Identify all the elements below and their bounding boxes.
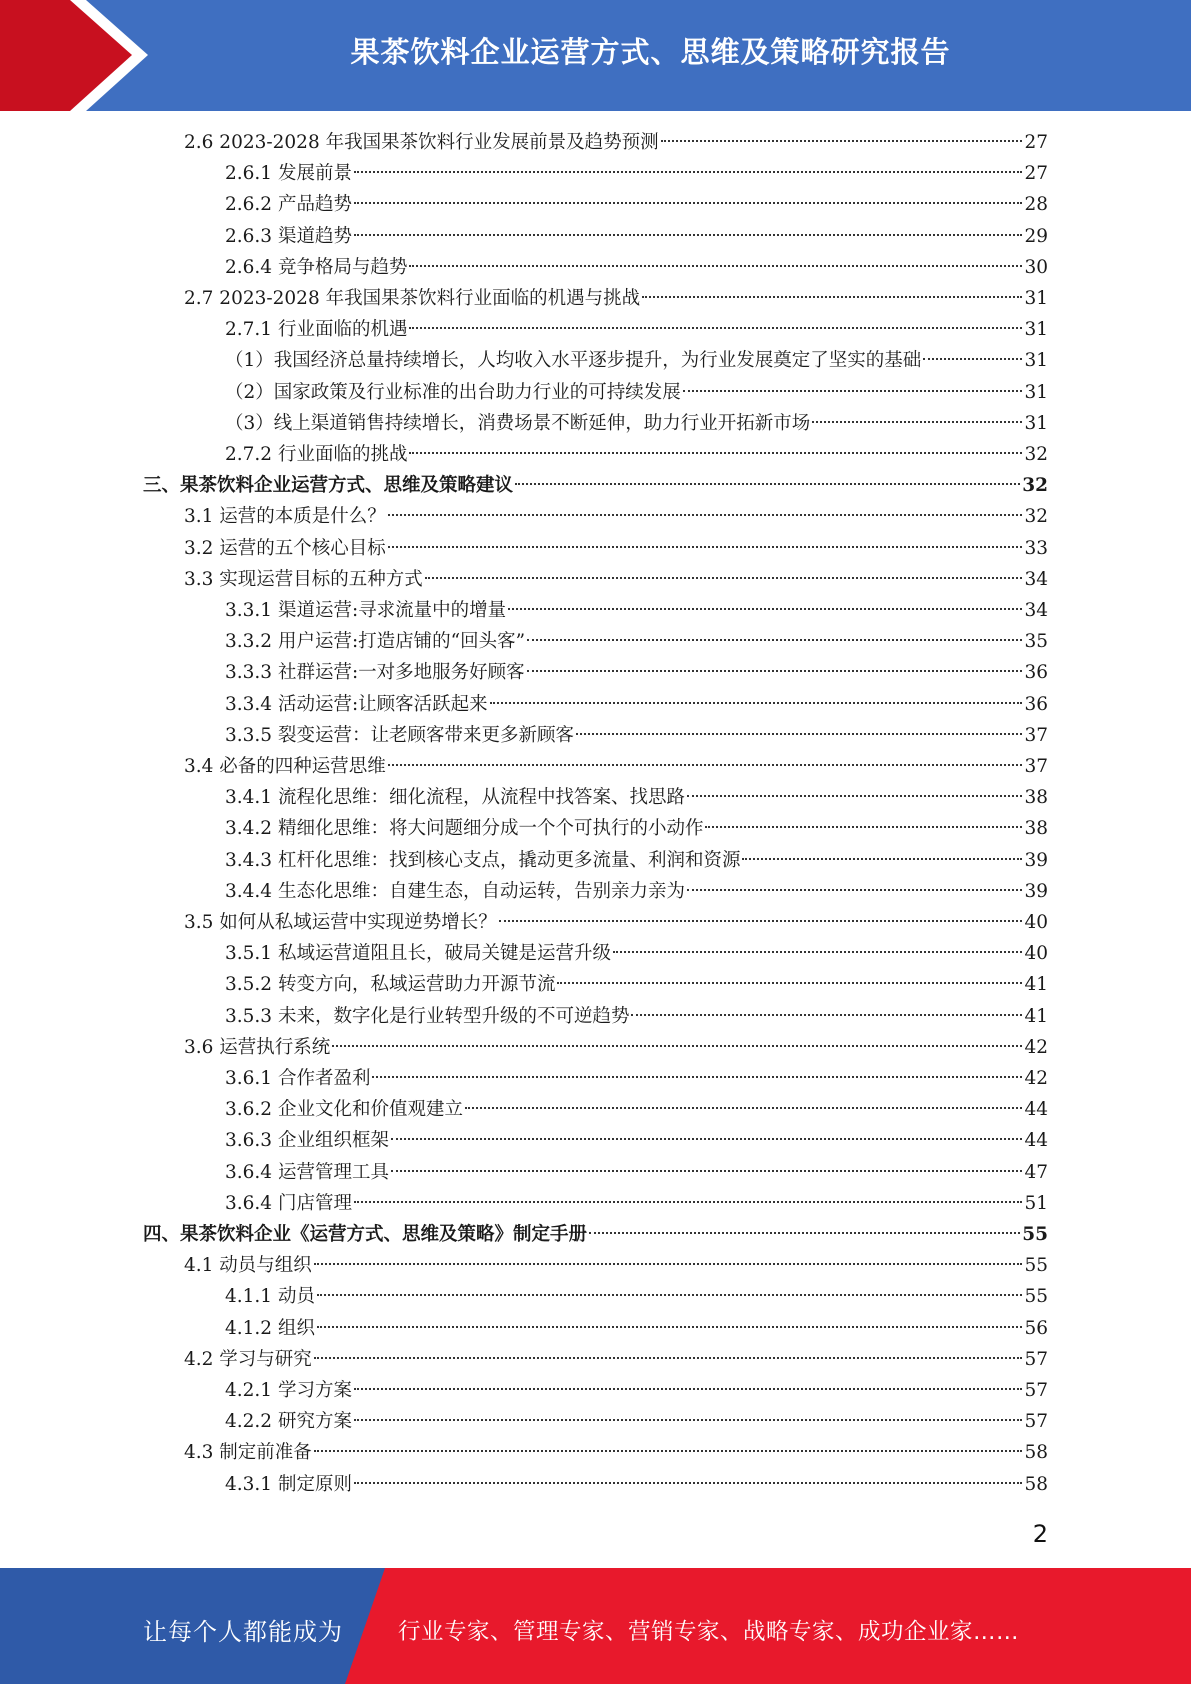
toc-dot-leader <box>705 826 1022 828</box>
toc-entry-page: 38 <box>1024 787 1048 809</box>
toc-entry-label: 3.3.2 用户运营:打造店铺的“回头客” <box>225 631 526 653</box>
toc-entry-label: 3.6.4 门店管理 <box>225 1192 352 1214</box>
toc-entry-label: 3.6.1 合作者盈利 <box>225 1068 371 1089</box>
toc-entry[interactable] <box>225 221 1048 252</box>
toc-dot-leader <box>314 1450 1023 1452</box>
toc-dot-leader <box>354 1482 1023 1484</box>
toc-dot-leader <box>661 140 1023 142</box>
toc-entry[interactable] <box>184 1250 1048 1281</box>
toc-entry-label: 3.5.3 未来，数字化是行业转型升级的不可逆趋势 <box>225 1005 630 1027</box>
toc-dot-leader <box>576 733 1022 735</box>
toc-entry[interactable] <box>225 845 1048 876</box>
toc-entry-label: 2.6.3 渠道趋势 <box>225 225 352 247</box>
toc-entry-label: 3.6 运营执行系统 <box>184 1036 331 1058</box>
toc-entry[interactable] <box>225 876 1048 907</box>
toc-dot-leader <box>391 1170 1022 1172</box>
toc-dot-leader <box>409 265 1022 267</box>
toc-entry-page: 39 <box>1024 880 1048 902</box>
toc-entry-label: 3.4 必备的四种运营思维 <box>184 756 386 777</box>
toc-entry-page: 31 <box>1024 319 1048 341</box>
toc-dot-leader <box>613 951 1022 953</box>
toc-entry-label: 2.6.4 竞争格局与趋势 <box>225 256 408 278</box>
toc-entry[interactable] <box>225 1125 1048 1156</box>
toc-dot-leader <box>354 1419 1023 1421</box>
toc-dot-leader <box>923 358 1022 360</box>
toc-entry-page: 31 <box>1024 288 1048 309</box>
toc-entry-page: 44 <box>1024 1099 1048 1121</box>
toc-dot-leader <box>687 889 1022 891</box>
toc-dot-leader <box>388 764 1023 766</box>
toc-entry-page: 47 <box>1024 1161 1048 1183</box>
toc-entry[interactable] <box>225 689 1048 720</box>
toc-dot-leader <box>742 858 1022 860</box>
toc-entry-label: 2.6 2023-2028 年我国果茶饮料行业发展前景及趋势预测 <box>184 132 659 153</box>
toc-entry-page: 29 <box>1024 225 1048 247</box>
toc-entry-label: 4.1 动员与组织 <box>184 1255 312 1277</box>
toc-entry[interactable] <box>225 720 1048 751</box>
toc-entry-page: 55 <box>1024 1286 1048 1308</box>
toc-entry-label: 3.6.4 运营管理工具 <box>225 1161 389 1183</box>
toc-entry-page: 38 <box>1024 818 1048 840</box>
toc-entry-label: 4.2.2 研究方案 <box>225 1411 352 1433</box>
toc-entry[interactable] <box>225 938 1048 969</box>
toc-dot-leader <box>499 920 1023 922</box>
toc-dot-leader <box>314 1357 1023 1359</box>
toc-entry-page: 27 <box>1024 132 1048 153</box>
toc-entry-page: 44 <box>1024 1130 1048 1152</box>
toc-dot-leader <box>683 390 1023 392</box>
toc-dot-leader <box>527 639 1022 641</box>
report-title: 果茶饮料企业运营方式、思维及策略研究报告 <box>350 35 951 69</box>
page-footer <box>0 1568 1191 1684</box>
toc-entry[interactable] <box>225 408 1048 439</box>
toc-dot-leader <box>527 670 1023 672</box>
toc-entry-label: 3.3 实现运营目标的五种方式 <box>184 568 423 590</box>
toc-entry-page: 57 <box>1024 1411 1048 1433</box>
toc-entry-page: 37 <box>1024 756 1048 777</box>
toc-dot-leader <box>490 702 1023 704</box>
toc-entry-page: 41 <box>1024 1005 1048 1027</box>
toc-entry-page: 58 <box>1024 1442 1048 1464</box>
toc-entry-label: 3.4.1 流程化思维：细化流程，从流程中找答案、找思路 <box>225 787 685 809</box>
toc-entry[interactable] <box>184 907 1048 938</box>
toc-entry[interactable] <box>225 813 1048 844</box>
toc-dot-leader <box>642 296 1022 298</box>
toc-dot-leader <box>557 982 1022 984</box>
toc-dot-leader <box>409 452 1022 454</box>
toc-entry-label: 3.4.2 精细化思维：将大问题细分成一个个可执行的小动作 <box>225 818 704 840</box>
toc-entry-label: 4.1.1 动员 <box>225 1286 315 1308</box>
toc-entry-page: 31 <box>1024 350 1048 372</box>
toc-entry-label: （2）国家政策及行业标准的出台助力行业的可持续发展 <box>225 381 681 403</box>
toc-entry-label: 2.6.1 发展前景 <box>225 163 352 185</box>
toc-entry[interactable] <box>184 533 1048 564</box>
toc-entry[interactable] <box>143 470 1048 501</box>
toc-entry[interactable] <box>225 1157 1048 1188</box>
toc-entry-label: 2.7.1 行业面临的机遇 <box>225 319 408 341</box>
toc-dot-leader <box>391 1138 1022 1140</box>
footer-slogan: 让每个人都能成为 <box>143 1618 343 1646</box>
toc-entry[interactable] <box>184 1437 1048 1468</box>
toc-entry-page: 55 <box>1022 1224 1048 1245</box>
toc-entry-label: 3.4.4 生态化思维：自建生态，自动运转，告别亲力亲为 <box>225 880 685 902</box>
toc-entry-label: 4.2 学习与研究 <box>184 1348 312 1370</box>
toc-dot-leader <box>317 1326 1023 1328</box>
toc-entry[interactable] <box>184 1032 1048 1063</box>
toc-entry[interactable] <box>225 1313 1048 1344</box>
toc-dot-leader <box>314 1263 1023 1265</box>
toc-entry-page: 51 <box>1024 1192 1048 1214</box>
toc-dot-leader <box>354 1388 1023 1390</box>
toc-entry-page: 36 <box>1024 662 1048 684</box>
toc-entry[interactable] <box>184 751 1048 782</box>
toc-dot-leader <box>409 327 1022 329</box>
toc-entry-label: 3.4.3 杠杆化思维：找到核心支点，撬动更多流量、利润和资源 <box>225 849 741 871</box>
toc-entry-page: 27 <box>1024 163 1048 185</box>
toc-entry-page: 32 <box>1024 506 1048 528</box>
toc-dot-leader <box>354 202 1023 204</box>
toc-entry[interactable] <box>225 1063 1048 1094</box>
toc-entry[interactable] <box>225 1469 1048 1500</box>
toc-entry-page: 40 <box>1024 943 1048 965</box>
toc-dot-leader <box>317 1294 1023 1296</box>
toc-dot-leader <box>332 1045 1022 1047</box>
toc-entry-page: 56 <box>1024 1317 1048 1339</box>
toc-entry-page: 57 <box>1024 1380 1048 1401</box>
toc-entry-label: 2.7 2023-2028 年我国果茶饮料行业面临的机遇与挑战 <box>184 288 641 309</box>
toc-entry[interactable] <box>225 626 1048 657</box>
toc-entry-label: 3.2 运营的五个核心目标 <box>184 537 386 559</box>
toc-entry-page: 58 <box>1024 1473 1048 1495</box>
toc-entry-label: 3.3.1 渠道运营:寻求流量中的增量 <box>225 600 507 621</box>
toc-entry[interactable] <box>225 1281 1048 1312</box>
toc-entry-page: 31 <box>1024 412 1048 434</box>
page-number: 2 <box>1032 1520 1048 1548</box>
toc-dot-leader <box>388 514 1023 516</box>
toc-entry-label: 2.6.2 产品趋势 <box>225 194 352 216</box>
toc-entry-label: 3.6.2 企业文化和价值观建立 <box>225 1099 463 1121</box>
toc-entry-label: 三、果茶饮料企业运营方式、思维及策略建议 <box>143 475 514 497</box>
toc-dot-leader <box>687 795 1022 797</box>
toc-entry[interactable] <box>225 657 1048 688</box>
toc-dot-leader <box>812 421 1022 423</box>
toc-entry-label: 四、果茶饮料企业《运营方式、思维及策略》制定手册 <box>143 1224 588 1245</box>
toc-entry[interactable] <box>225 969 1048 1000</box>
toc-dot-leader <box>515 483 1020 485</box>
toc-entry-page: 34 <box>1024 568 1048 590</box>
toc-entry-label: 3.3.4 活动运营:让顾客活跃起来 <box>225 693 488 715</box>
toc-entry-page: 32 <box>1022 475 1048 497</box>
toc-entry-page: 32 <box>1024 444 1048 465</box>
toc-entry-label: 3.6.3 企业组织框架 <box>225 1130 389 1152</box>
toc-entry-label: 4.3 制定前准备 <box>184 1442 312 1464</box>
toc-entry[interactable] <box>225 345 1048 376</box>
toc-entry-page: 57 <box>1024 1348 1048 1370</box>
toc-entry-label: 4.3.1 制定原则 <box>225 1473 352 1495</box>
toc-entry[interactable] <box>143 1219 1048 1250</box>
toc-entry-label: （1）我国经济总量持续增长，人均收入水平逐步提升，为行业发展奠定了坚实的基础 <box>225 350 922 372</box>
toc-entry-label: （3）线上渠道销售持续增长，消费场景不断延伸，助力行业开拓新市场 <box>225 412 811 434</box>
toc-entry-page: 41 <box>1024 974 1048 996</box>
toc-entry[interactable] <box>225 158 1048 189</box>
toc-entry[interactable] <box>225 252 1048 283</box>
toc-dot-leader <box>354 234 1023 236</box>
toc-entry-page: 39 <box>1024 849 1048 871</box>
toc-entry[interactable] <box>225 1406 1048 1437</box>
toc-entry[interactable] <box>225 1375 1048 1406</box>
toc-entry[interactable] <box>225 377 1048 408</box>
toc-entry-page: 33 <box>1024 537 1048 559</box>
toc-entry[interactable] <box>225 1188 1048 1219</box>
toc-entry-label: 3.5.2 转变方向，私域运营助力开源节流 <box>225 974 556 996</box>
toc-entry[interactable] <box>184 564 1048 595</box>
toc-dot-leader <box>508 608 1022 610</box>
toc-entry[interactable] <box>225 595 1048 626</box>
toc-dot-leader <box>372 1076 1022 1078</box>
toc-entry-page: 31 <box>1024 381 1048 403</box>
page-header <box>0 0 1191 111</box>
toc-entry-page: 37 <box>1024 724 1048 746</box>
toc-entry-label: 2.7.2 行业面临的挑战 <box>225 444 408 465</box>
toc-entry[interactable] <box>225 782 1048 813</box>
toc-entry[interactable] <box>225 1094 1048 1125</box>
toc-entry-label: 4.2.1 学习方案 <box>225 1380 352 1401</box>
toc-entry-page: 28 <box>1024 194 1048 216</box>
toc-dot-leader <box>465 1107 1022 1109</box>
toc-entry[interactable] <box>225 314 1048 345</box>
toc-entry[interactable] <box>225 189 1048 220</box>
toc-entry-page: 30 <box>1024 256 1048 278</box>
toc-entry-page: 42 <box>1024 1036 1048 1058</box>
toc-entry-label: 3.5 如何从私域运营中实现逆势增长？ <box>184 912 497 933</box>
toc-dot-leader <box>425 577 1023 579</box>
footer-roles: 行业专家、管理专家、营销专家、战略专家、成功企业家…… <box>398 1619 1020 1645</box>
toc-entry[interactable] <box>225 1001 1048 1032</box>
toc-entry-label: 3.5.1 私域运营道阻且长，破局关键是运营升级 <box>225 943 611 965</box>
toc-entry-label: 3.3.5 裂变运营：让老顾客带来更多新顾客 <box>225 724 574 746</box>
toc-entry-label: 4.1.2 组织 <box>225 1317 315 1339</box>
toc-entry-page: 42 <box>1024 1068 1048 1089</box>
toc-entry-page: 40 <box>1024 912 1048 933</box>
toc-entry-page: 34 <box>1024 600 1048 621</box>
toc-dot-leader <box>388 546 1023 548</box>
toc-dot-leader <box>631 1014 1022 1016</box>
toc-entry-page: 35 <box>1024 631 1048 653</box>
toc-entry[interactable] <box>225 439 1048 470</box>
toc-dot-leader <box>354 1201 1023 1203</box>
toc-dot-leader <box>589 1232 1020 1234</box>
toc-entry-page: 55 <box>1024 1255 1048 1277</box>
toc-entry-label: 3.3.3 社群运营:一对多地服务好顾客 <box>225 662 525 684</box>
toc-entry[interactable] <box>184 1344 1048 1375</box>
toc-entry[interactable] <box>184 127 1048 158</box>
toc-entry[interactable] <box>184 283 1048 314</box>
toc-entry[interactable] <box>184 501 1048 532</box>
toc-dot-leader <box>354 171 1023 173</box>
toc-entry-page: 36 <box>1024 693 1048 715</box>
toc-entry-label: 3.1 运营的本质是什么？ <box>184 506 386 528</box>
